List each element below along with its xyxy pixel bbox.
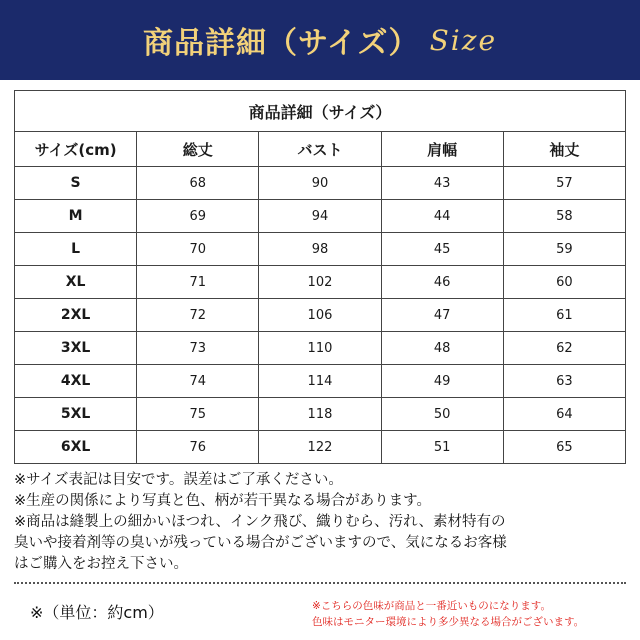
notes-block <box>14 470 634 575</box>
size-cell: 5XL <box>15 398 137 431</box>
sleeve-cell: 65 <box>503 431 625 464</box>
size-cell: XL <box>15 266 137 299</box>
shoulder-cell: 51 <box>381 431 503 464</box>
shoulder-cell: 48 <box>381 332 503 365</box>
size-table <box>14 90 626 464</box>
bust-cell: 90 <box>259 167 381 200</box>
length-cell: 75 <box>137 398 259 431</box>
bust-cell: 110 <box>259 332 381 365</box>
table-title-row <box>15 91 626 132</box>
table-row <box>15 266 626 299</box>
bust-cell: 106 <box>259 299 381 332</box>
shoulder-cell: 43 <box>381 167 503 200</box>
dotted-divider <box>14 582 626 584</box>
shoulder-cell: 44 <box>381 200 503 233</box>
length-cell: 72 <box>137 299 259 332</box>
table-row <box>15 299 626 332</box>
sleeve-cell: 59 <box>503 233 625 266</box>
note-line: ※商品は縫製上の細かいほつれ、インク飛び、織りむら、汚れ、素材特有の <box>14 514 506 530</box>
length-cell: 74 <box>137 365 259 398</box>
bust-cell: 118 <box>259 398 381 431</box>
sleeve-cell: 57 <box>503 167 625 200</box>
table-row <box>15 167 626 200</box>
color-disclaimer <box>312 598 634 630</box>
header-bust: バスト <box>259 132 381 167</box>
header-shoulder: 肩幅 <box>381 132 503 167</box>
shoulder-cell: 50 <box>381 398 503 431</box>
table-row <box>15 200 626 233</box>
bust-cell: 122 <box>259 431 381 464</box>
header-length: 総丈 <box>137 132 259 167</box>
table-row <box>15 431 626 464</box>
table-row <box>15 332 626 365</box>
header-size: サイズ(cm) <box>15 132 137 167</box>
table-row <box>15 365 626 398</box>
disclaimer-line: ※こちらの色味が商品と一番近いものになります。 <box>312 600 551 612</box>
shoulder-cell: 47 <box>381 299 503 332</box>
shoulder-cell: 46 <box>381 266 503 299</box>
sleeve-cell: 60 <box>503 266 625 299</box>
shoulder-cell: 45 <box>381 233 503 266</box>
sleeve-cell: 62 <box>503 332 625 365</box>
table-header-row <box>15 132 626 167</box>
note-line: ※生産の関係により写真と色、柄が若干異なる場合があります。 <box>14 493 431 509</box>
table-title: 商品詳細（サイズ） <box>15 91 626 132</box>
length-cell: 73 <box>137 332 259 365</box>
size-cell: 3XL <box>15 332 137 365</box>
sleeve-cell: 61 <box>503 299 625 332</box>
table-row <box>15 398 626 431</box>
shoulder-cell: 49 <box>381 365 503 398</box>
table-row <box>15 233 626 266</box>
size-cell: M <box>15 200 137 233</box>
banner-title: 商品詳細（サイズ） <box>142 26 420 61</box>
bust-cell: 102 <box>259 266 381 299</box>
length-cell: 71 <box>137 266 259 299</box>
bust-cell: 94 <box>259 200 381 233</box>
size-cell: 6XL <box>15 431 137 464</box>
size-cell: L <box>15 233 137 266</box>
length-cell: 76 <box>137 431 259 464</box>
length-cell: 70 <box>137 233 259 266</box>
sleeve-cell: 58 <box>503 200 625 233</box>
size-cell: S <box>15 167 137 200</box>
length-cell: 69 <box>137 200 259 233</box>
size-cell: 2XL <box>15 299 137 332</box>
note-line: はご購入をお控え下さい。 <box>14 556 188 572</box>
note-line: ※サイズ表記は目安です。誤差はご了承ください。 <box>14 472 343 488</box>
banner-script-title: Size <box>429 23 498 57</box>
disclaimer-line: 色味はモニター環境により多少異なる場合がございます。 <box>312 616 585 628</box>
sleeve-cell: 63 <box>503 365 625 398</box>
length-cell: 68 <box>137 167 259 200</box>
note-line: 臭いや接着剤等の臭いが残っている場合がございますので、気になるお客様 <box>14 535 507 551</box>
header-banner <box>0 0 640 80</box>
bust-cell: 114 <box>259 365 381 398</box>
bust-cell: 98 <box>259 233 381 266</box>
header-sleeve: 袖丈 <box>503 132 625 167</box>
unit-label: ※（単位：約cm） <box>30 603 164 622</box>
sleeve-cell: 64 <box>503 398 625 431</box>
size-cell: 4XL <box>15 365 137 398</box>
